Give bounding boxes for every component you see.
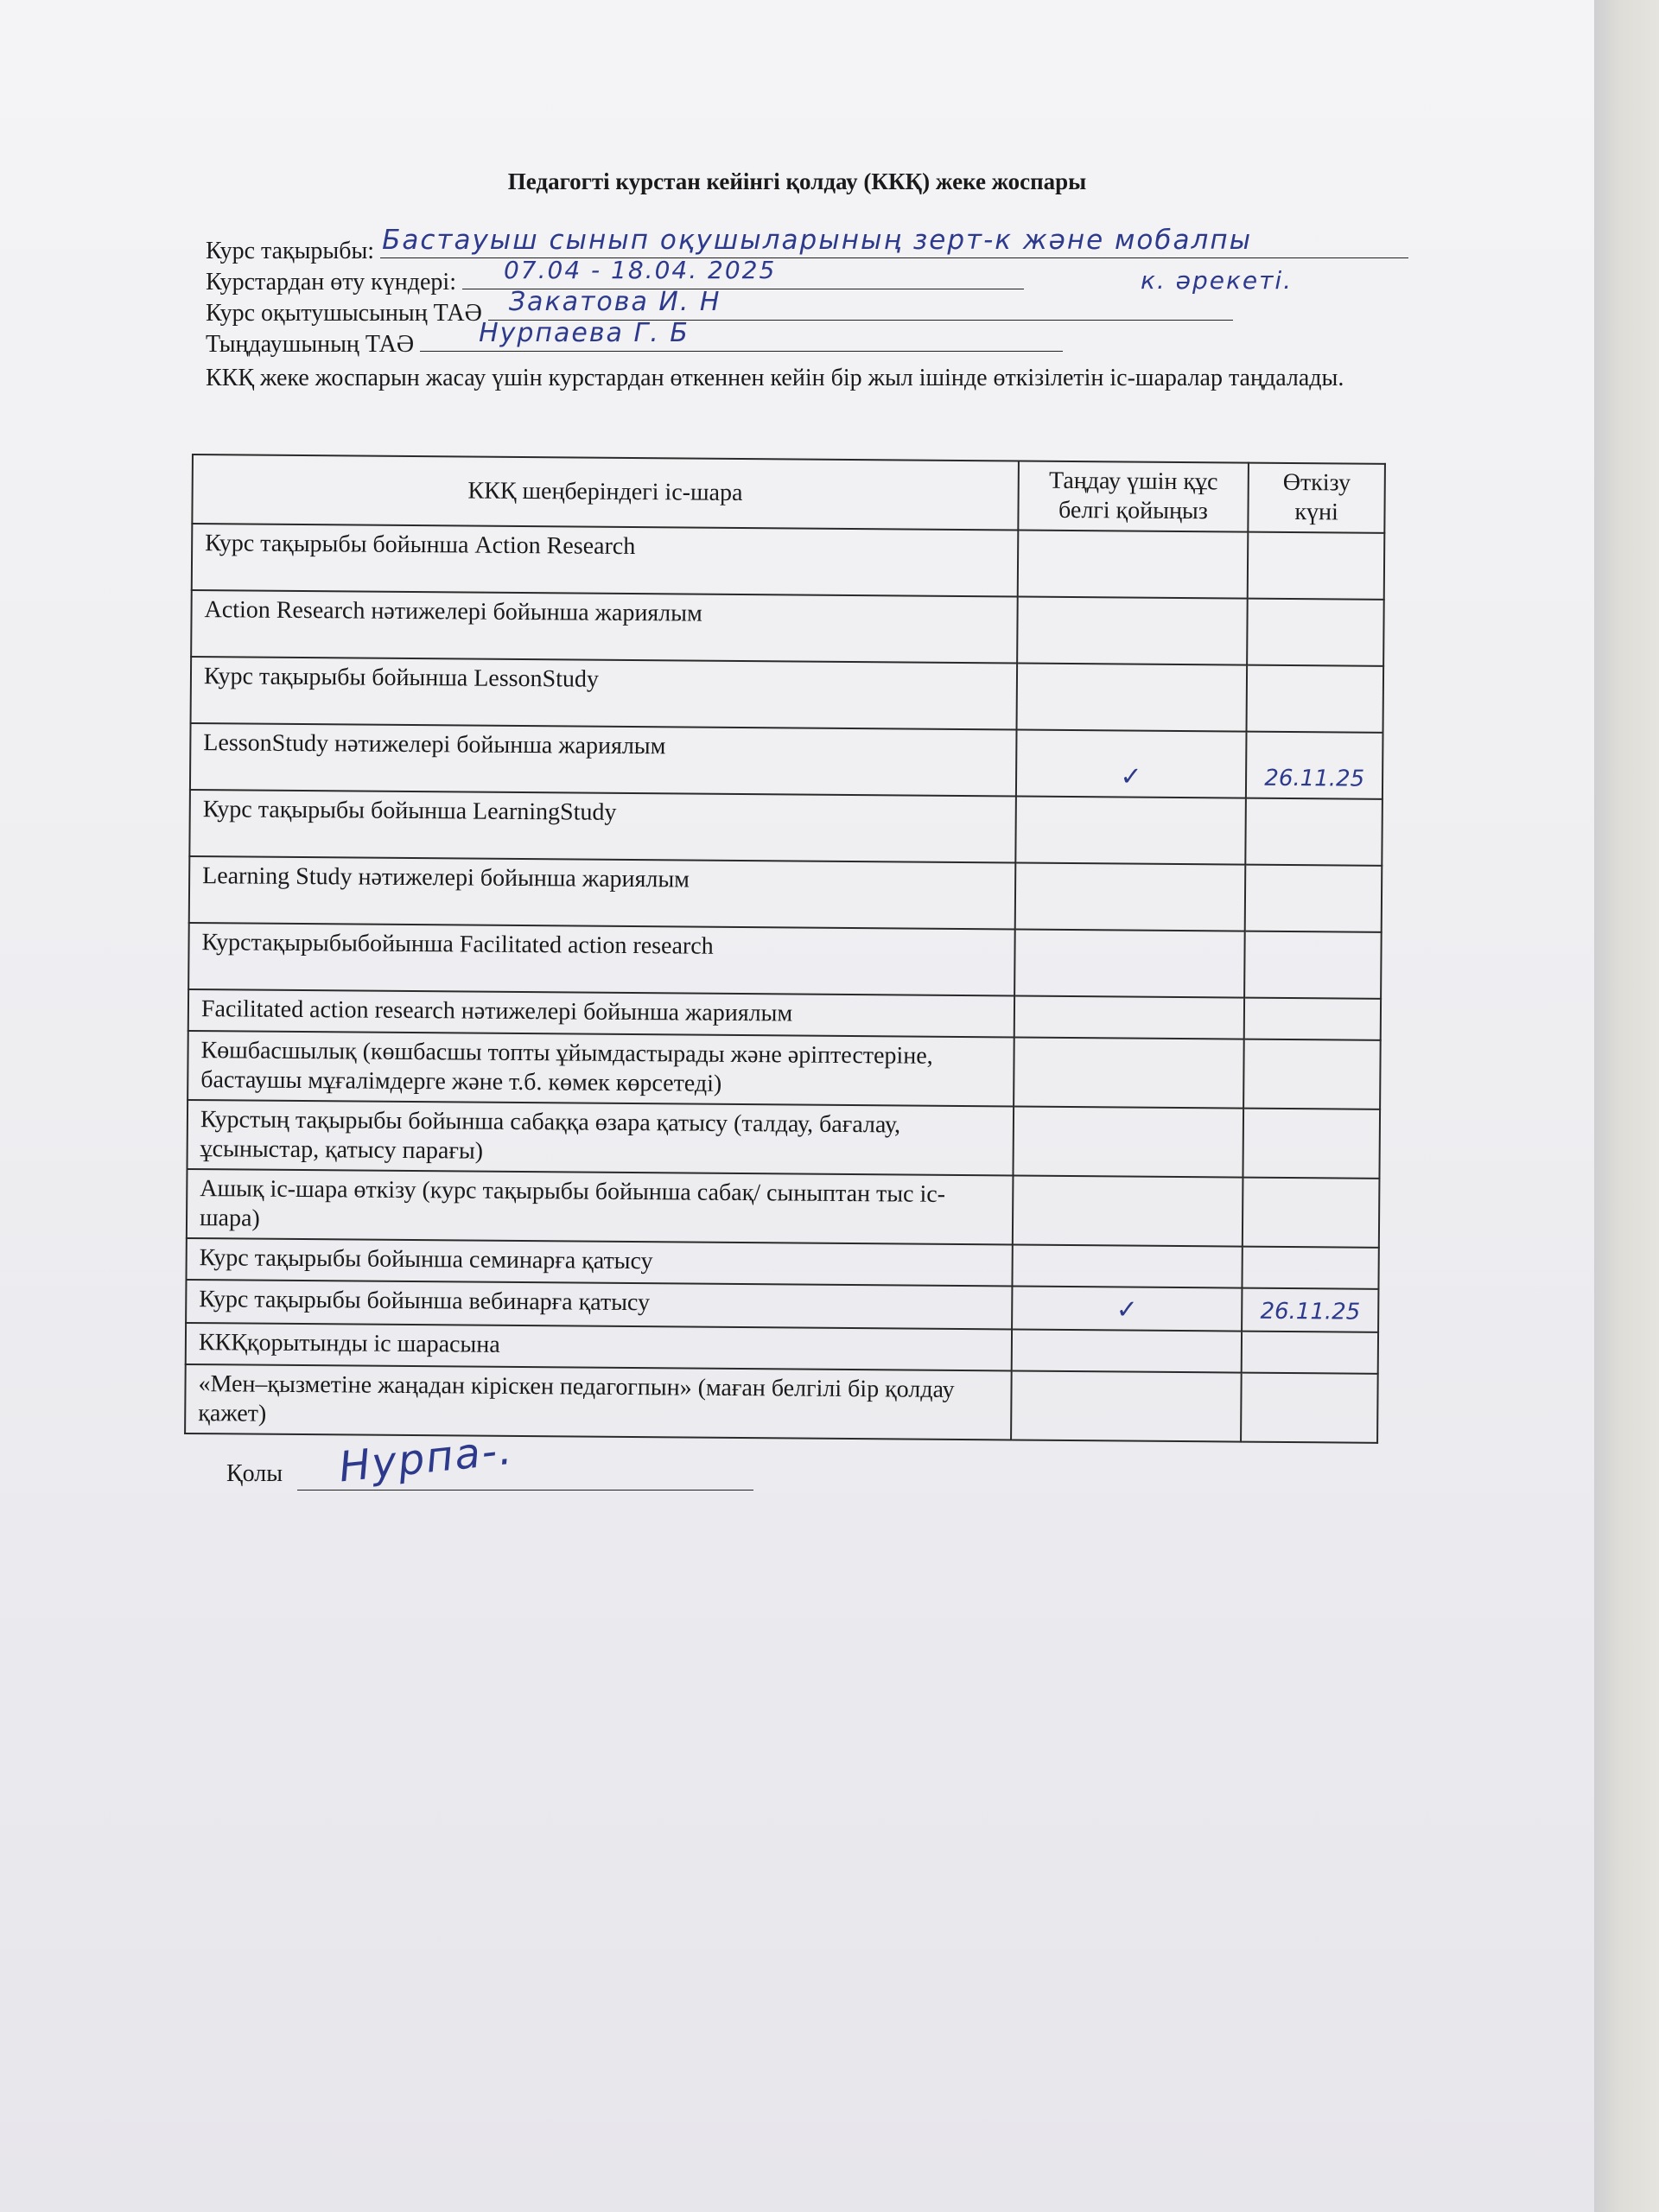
table-row <box>189 856 1382 932</box>
date-cell[interactable] <box>1248 532 1384 600</box>
trainer-handwriting: Закатова И. Н <box>508 287 721 317</box>
table-row <box>189 790 1382 866</box>
trainer-label: Курс оқытушысының ТАӘ <box>206 300 482 327</box>
listener-handwriting: Нурпаева Г. Б <box>479 318 690 348</box>
topic-row <box>206 225 1408 265</box>
header-mark: Таңдау үшін құс белгі қойыңыз <box>1018 461 1249 532</box>
activity-cell: ККҚқорытынды іс шарасына <box>186 1323 1012 1371</box>
activity-cell: Курс тақырыбы бойынша Action Research <box>192 524 1018 597</box>
date-cell[interactable] <box>1247 599 1383 666</box>
mark-cell[interactable] <box>1012 1175 1243 1246</box>
activity-cell: Action Research нәтижелері бойынша жариялым <box>191 590 1017 664</box>
date-cell[interactable] <box>1244 998 1381 1040</box>
activity-cell: Ашық іс-шара өткізу (курс тақырыбы бойынша сабақ/ сыныптан тыс іс-шара) <box>187 1169 1013 1245</box>
mark-cell[interactable] <box>1017 531 1248 599</box>
activity-cell: Курс тақырыбы бойынша вебинарға қатысу <box>186 1280 1012 1330</box>
date-cell[interactable] <box>1243 1178 1379 1248</box>
date-cell[interactable] <box>1243 1109 1380 1179</box>
date-cell[interactable] <box>1246 798 1382 866</box>
mark-cell[interactable] <box>1012 1244 1243 1287</box>
intro-text: ККҚ жеке жоспарын жасау үшін курстардан өткеннен кейін бір жыл ішінде өткізілетін іс-шаралар таңдалады. <box>206 365 1344 391</box>
mark-cell[interactable] <box>1015 797 1246 865</box>
header-activity: ККҚ шеңберіндегі іс-шара <box>192 454 1018 531</box>
topic-field[interactable] <box>380 225 1408 258</box>
activity-cell: Learning Study нәтижелері бойынша жариялым <box>189 856 1015 930</box>
activity-cell: Курс тақырыбы бойынша LearningStudy <box>189 790 1015 863</box>
date-cell[interactable] <box>1242 1332 1378 1374</box>
checkmark-icon[interactable]: ✓ <box>1016 730 1247 798</box>
table-row <box>188 1031 1381 1109</box>
date-cell[interactable] <box>1243 1247 1379 1289</box>
mark-cell[interactable] <box>1011 1370 1242 1441</box>
dates-handwriting: 07.04 - 18.04. 2025 <box>503 256 777 284</box>
mark-cell[interactable] <box>1016 664 1247 732</box>
signature-handwriting: Нурпа-. <box>336 1425 516 1492</box>
document-title: Педагогті курстан кейінгі қолдау (ККҚ) жеке жоспары <box>507 168 1087 194</box>
date-cell[interactable]: 26.11.25 <box>1242 1288 1378 1332</box>
topic-handwriting-cont: к. әрекеті. <box>1141 266 1294 295</box>
date-cell[interactable] <box>1244 931 1381 999</box>
mark-cell[interactable] <box>1014 995 1244 1039</box>
activity-cell: Курс тақырыбы бойынша семинарға қатысу <box>186 1238 1012 1287</box>
signature-line[interactable] <box>297 1490 753 1491</box>
mark-cell[interactable] <box>1013 1106 1243 1177</box>
table-row <box>191 590 1384 666</box>
mark-cell[interactable] <box>1014 1037 1244 1108</box>
table-row <box>190 723 1383 799</box>
table-row <box>188 923 1382 999</box>
listener-row <box>206 318 1063 359</box>
table-row <box>187 1169 1380 1248</box>
table-row <box>185 1364 1378 1443</box>
trainer-field[interactable] <box>488 287 1233 321</box>
trainer-row <box>206 287 1233 327</box>
activity-cell: Курс тақырыбы бойынша LessonStudy <box>191 657 1017 730</box>
topic-handwriting: Бастауыш сынып оқушыларының зерт-к және мобалпы <box>382 225 1253 256</box>
activity-table <box>184 454 1386 1444</box>
dates-field[interactable] <box>462 256 1024 289</box>
mark-cell[interactable] <box>1014 929 1245 997</box>
date-cell[interactable]: 26.11.25 <box>1246 732 1382 799</box>
topic-label: Курс тақырыбы: <box>206 238 375 264</box>
date-cell[interactable] <box>1247 665 1383 733</box>
checkmark-icon[interactable]: ✓ <box>1012 1286 1243 1331</box>
activity-cell: LessonStudy нәтижелері бойынша жариялым <box>190 723 1016 797</box>
activity-cell: Курстақырыбыбойынша Facilitated action research <box>188 923 1014 996</box>
header-date: Өткізу күні <box>1249 463 1385 533</box>
listener-field[interactable] <box>420 318 1063 352</box>
mark-cell[interactable] <box>1014 862 1245 931</box>
table-header-row <box>192 454 1385 533</box>
listener-label: Тыңдаушының ТАӘ <box>206 331 415 358</box>
date-cell[interactable] <box>1245 865 1382 932</box>
activity-cell: Курстың тақырыбы бойынша сабаққа өзара қатысу (талдау, бағалау, ұсыныстар, қатысу парағы) <box>187 1100 1013 1176</box>
mark-cell[interactable] <box>1011 1329 1242 1372</box>
activity-cell: Facilitated action research нәтижелері бойынша жариялым <box>188 989 1014 1038</box>
activity-cell: «Мен–қызметіне жаңадан кіріскен педагогпын» (маған белгілі бір қолдау қажет) <box>185 1364 1011 1440</box>
dates-label: Курстардан өту күндері: <box>206 269 456 296</box>
date-cell[interactable] <box>1241 1373 1377 1443</box>
table-row <box>192 524 1385 600</box>
activity-cell: Көшбасшылық (көшбасшы топты ұйымдастырады және әріптестеріне, бастаушы мұғалімдерге және т.б. көмек көрсетеді) <box>188 1031 1014 1107</box>
date-cell[interactable] <box>1243 1039 1380 1109</box>
table-row <box>187 1100 1380 1179</box>
mark-cell[interactable] <box>1017 597 1248 665</box>
signature-label: Қолы <box>226 1460 283 1487</box>
table-row <box>191 657 1384 733</box>
page-edge <box>1594 0 1659 2212</box>
